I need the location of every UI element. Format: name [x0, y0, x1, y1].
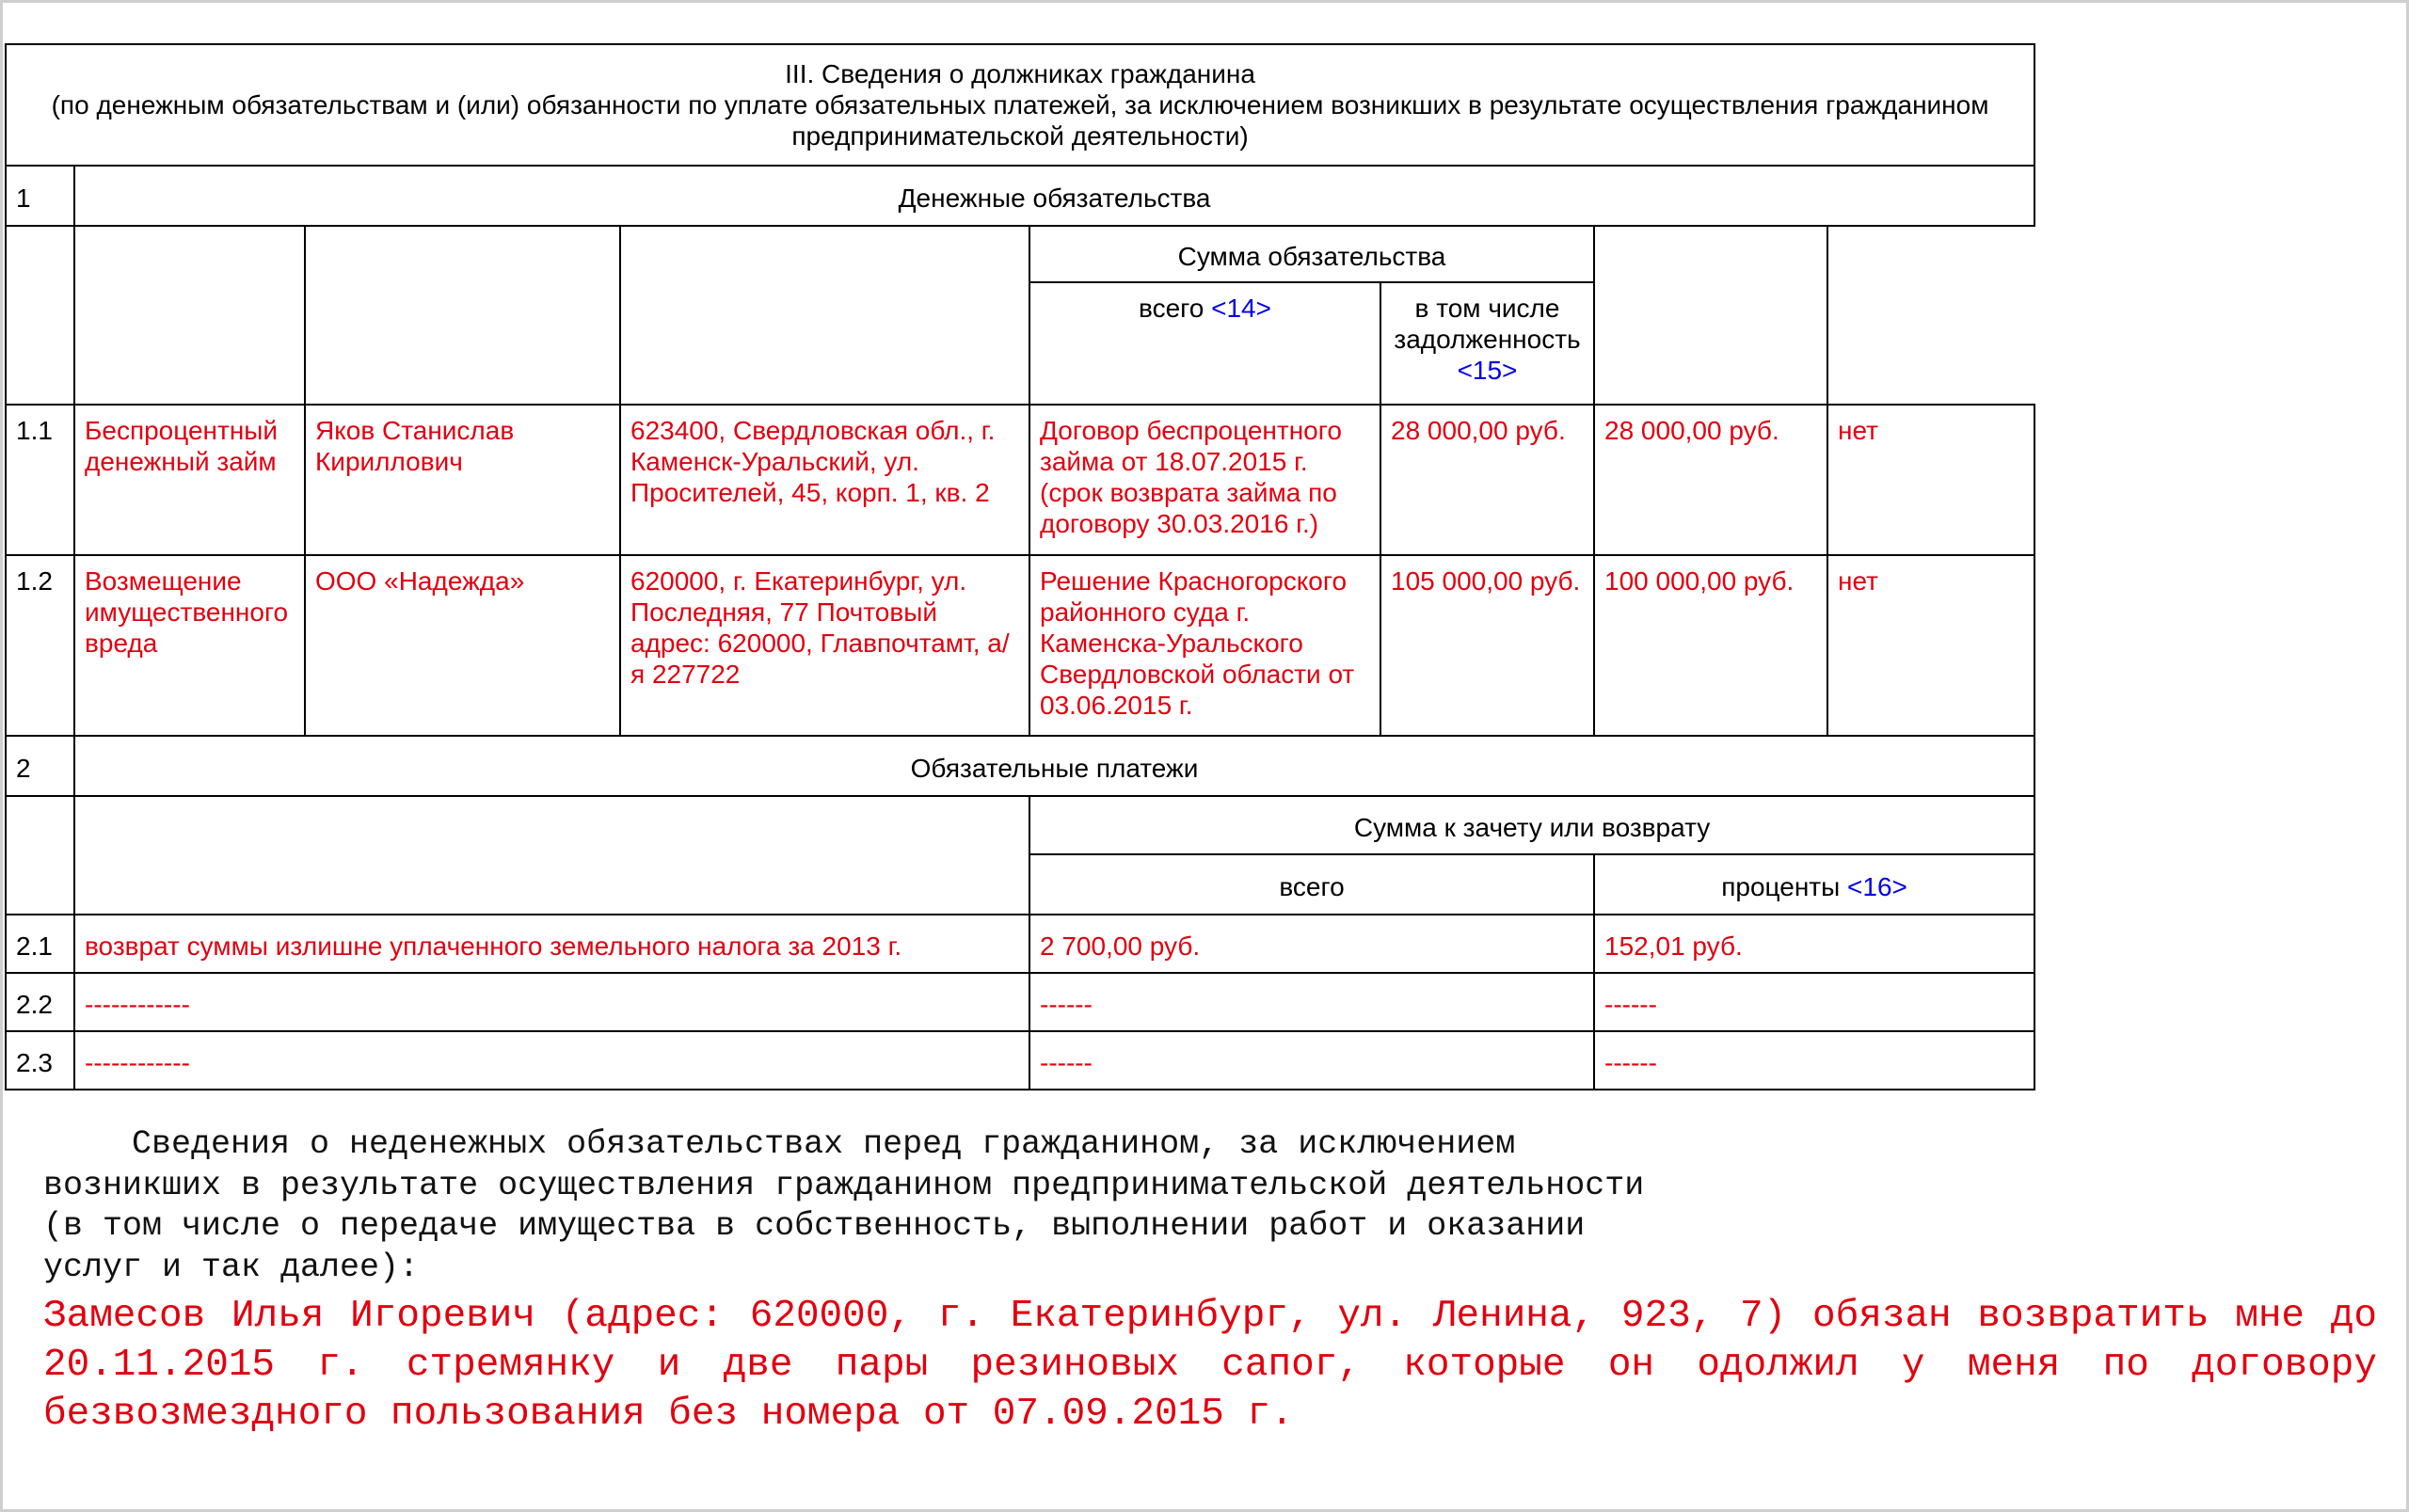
non-monetary-intro: Сведения о неденежных обязательствах перед гражданином, за исключением возникших в результате осуществления гражданином предпринимательской деятельности (в том числе о передаче имущества в собственность, выполнении работ и оказании услуг и так далее): [43, 1125, 1645, 1286]
payments-header-row [6, 736, 2034, 796]
payments-header: Обязательные платежи [74, 736, 2034, 796]
obligation-type: Беспроцентный денежный займ [74, 405, 305, 555]
payment-name: возврат суммы излишне уплаченного земельного налога за 2013 г. [74, 915, 1029, 973]
table-row [6, 555, 2034, 736]
monetary-header-row [6, 166, 2034, 226]
table-row [6, 1031, 2034, 1090]
payment-percent: 152,01 руб. [1594, 915, 2034, 973]
empty-cell [74, 226, 305, 405]
payment-total: ------ [1029, 973, 1594, 1031]
section-title: III. Сведения о должниках гражданина [785, 59, 1255, 88]
payments-colhead-row-1 [6, 796, 2034, 854]
payment-percent: ------ [1594, 973, 2034, 1031]
creditor-name: Яков Станислав Кириллович [305, 405, 620, 555]
empty-cell [6, 796, 74, 915]
row-number: 2.2 [6, 973, 74, 1031]
payment-name: ------------ [74, 1031, 1029, 1090]
debt-header [1380, 282, 1594, 405]
percent-label: проценты [1721, 871, 1841, 901]
section-header-row [6, 44, 2034, 166]
footnote-ref-15[interactable]: <15> [1457, 356, 1518, 385]
creditor-address: 620000, г. Екатеринбург, ул. Последняя, 77 Почтовый адрес: 620000, Главпочтамт, а/я 227722 [620, 555, 1029, 736]
payment-percent: ------ [1594, 1031, 2034, 1090]
sum-header: Сумма обязательства [1029, 226, 1594, 282]
creditor-name: ООО «Надежда» [305, 555, 620, 736]
monetary-header: Денежные обязательства [74, 166, 2034, 226]
empty-cell [74, 796, 1029, 915]
table-row [6, 915, 2034, 973]
total-header [1029, 282, 1380, 405]
row-number: 1 [6, 166, 74, 226]
section-subtitle: (по денежным обязательствам и (или) обязанности по уплате обязательных платежей, за исключением возникших в результате осуществления гражданином предпринимательской деятельности) [51, 90, 1989, 151]
penalty-value: нет [1827, 405, 2034, 555]
row-number: 1.1 [6, 405, 74, 555]
monetary-colhead-row-1 [6, 226, 2034, 282]
empty-cell [6, 226, 74, 405]
payments-percent-header [1594, 854, 2034, 915]
obligation-basis: Решение Красногорского районного суда г. Каменска-Уральского Свердловской области от 03.06.2015 г. [1029, 555, 1380, 736]
empty-cell [620, 226, 1029, 405]
row-number: 2 [6, 736, 74, 796]
row-number: 2.3 [6, 1031, 74, 1090]
table-row [6, 405, 2034, 555]
section-title-cell [6, 44, 2034, 166]
debtors-table [5, 43, 2035, 1090]
total-amount: 105 000,00 руб. [1380, 555, 1594, 736]
debt-label: в том числе задолженность [1394, 294, 1581, 354]
payments-sum-header: Сумма к зачету или возврату [1029, 796, 2034, 854]
non-monetary-section [43, 1124, 2377, 1439]
penalty-value: нет [1827, 555, 2034, 736]
obligation-type: Возмещение имущественного вреда [74, 555, 305, 736]
payments-total-header: всего [1029, 854, 1594, 915]
row-number: 2.1 [6, 915, 74, 973]
table-row [6, 973, 2034, 1031]
payment-total: ------ [1029, 1031, 1594, 1090]
obligation-basis: Договор беспроцентного займа от 18.07.2015 г. (срок возврата займа по договору 30.03.2016 г.) [1029, 405, 1380, 555]
payment-name: ------------ [74, 973, 1029, 1031]
payment-total: 2 700,00 руб. [1029, 915, 1594, 973]
row-number: 1.2 [6, 555, 74, 736]
empty-cell [1594, 226, 1827, 405]
total-amount: 28 000,00 руб. [1380, 405, 1594, 555]
total-label: всего [1139, 294, 1204, 323]
creditor-address: 623400, Свердловская обл., г. Каменск-Уральский, ул. Просителей, 45, корп. 1, кв. 2 [620, 405, 1029, 555]
non-monetary-text: Замесов Илья Игоревич (адрес: 620000, г. Екатеринбург, ул. Ленина, 923, 7) обязан возвратить мне до 20.11.2015 г. стремянку и две пары резиновых сапог, которые он одолжил у меня по договору безвозмездного пользования без номера от 07.09.2015 г. [43, 1295, 2377, 1436]
empty-cell [305, 226, 620, 405]
debt-amount: 28 000,00 руб. [1594, 405, 1827, 555]
footnote-ref-14[interactable]: <14> [1211, 294, 1271, 323]
footnote-ref-16[interactable]: <16> [1847, 871, 1907, 901]
debt-amount: 100 000,00 руб. [1594, 555, 1827, 736]
